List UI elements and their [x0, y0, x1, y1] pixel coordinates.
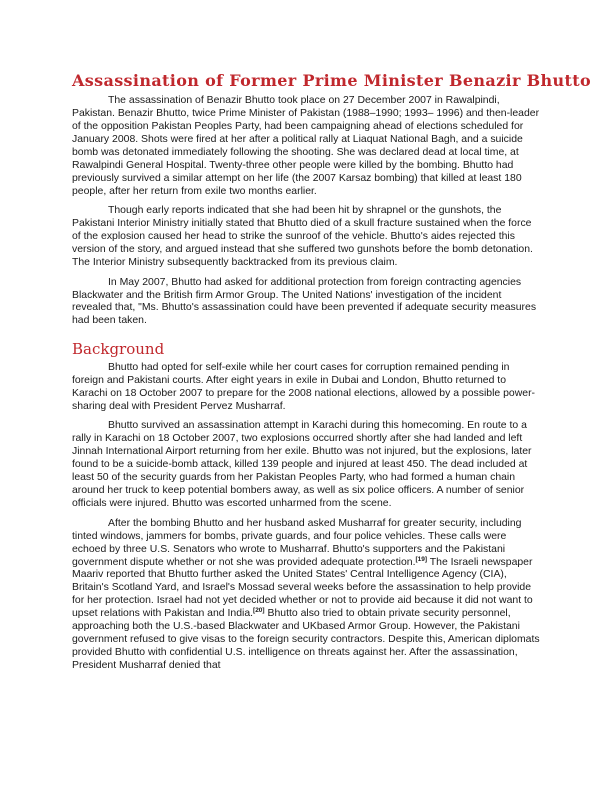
paragraph-text: After the bombing Bhutto and her husband asked Musharraf for greater security, including tinted windows, jammers for bombs, private guards, and four police vehicles. These calls were echoed by three U.S. Senators who wrote to Musharraf. Bhutto's supporters and the Pakistani government dispute whether or not she was provided adequate protection. — [72, 517, 522, 568]
citation-link-20[interactable]: [20] — [253, 607, 265, 615]
paragraph-text: The Israeli newspaper Maariv reported that Bhutto further asked the United States' Central Intelligence Agency (CIA), Britain's Scotland Yard, and Israel's Mossad several weeks before the assassination to help provide for her protection. Israel had not yet decided whether or not to provide aid because it did not want to upset relations with Pakistan and India. — [72, 556, 533, 620]
intro-section — [72, 95, 542, 335]
citation-link-19[interactable]: [19] — [415, 555, 428, 563]
paragraph-text: Bhutto also tried to obtain private security personnel, approaching both the U.S.-based Blackwater and UKbased Armor Group. However, the Pakistani government refused to give visas to the foreign security contractors. Despite this, American diplomats provided Bhutto with confidential U.S. intelligence on threats against her. After the assassination, President Musharraf denied that — [72, 608, 540, 672]
intro-paragraph: In May 2007, Bhutto had asked for additional protection from foreign contracting agencies Blackwater and the British firm Armor Group. The United Nations' investigation of the incident revealed that, "Ms. Bhutto's assassination could have been prevented if adequate security measures had been taken. — [72, 276, 537, 327]
document-title: Assassination of Former Prime Minister Benazir Bhutto — [72, 71, 592, 90]
background-paragraph: Bhutto survived an assassination attempt in Karachi during this homecoming. En route to a rally in Karachi on 18 October 2007, two explosions occurred shortly after she had landed and left Jinnah International Airport returning from her exile. Bhutto was not injured, but the explosions, later found to be a suicide-bomb attack, killed 139 people and injured at least 450. The dead included at least 50 of the security guards from her Pakistan Peoples Party, who had formed a human chain around her truck to keep potential bombers away, as well as six police officers. A number of senior officials were injured. Bhutto was escorted unharmed from the scene. — [72, 420, 532, 510]
background-heading: Background — [72, 340, 165, 358]
background-paragraph-security — [72, 518, 542, 673]
background-paragraph: Bhutto had opted for self-exile while her court cases for corruption remained pending in foreign and Pakistani courts. After eight years in exile in Dubai and London, Bhutto returned to Karachi on 18 October 2007 to prepare for the 2008 national elections, allowed by a possible power-sharing deal with President Pervez Musharraf. — [72, 362, 536, 412]
intro-paragraph: Though early reports indicated that she had been hit by shrapnel or the gunshots, the Pakistani Interior Ministry initially stated that Bhutto died of a skull fracture sustained when the force of the explosion caused her head to strike the sunroof of the vehicle. Bhutto's aides rejected this version of the story, and argued instead that she suffered two gunshots before the bomb detonation. The Interior Ministry subsequently backtracked from its previous claim. — [72, 205, 533, 269]
background-section — [72, 362, 542, 680]
intro-paragraph: The assassination of Benazir Bhutto took place on 27 December 2007 in Rawalpindi, Pakistan. Benazir Bhutto, twice Prime Minister of Pakistan (1988–1990; 1993– 1996) and then-leader of the opposition Pakistan Peoples Party, had been campaigning ahead of elections scheduled for January 2008. Shots were fired at her after a political rally at Liaquat National Bagh, and a suicide bomb was detonated immediately following the shooting. She was declared dead at local time, at Rawalpindi General Hospital. Twenty-three other people were killed by the bombing. Bhutto had previously survived a similar attempt on her life (the 2007 Karsaz bombing) that killed at least 180 people, after her return from exile two months earlier. — [72, 95, 540, 197]
